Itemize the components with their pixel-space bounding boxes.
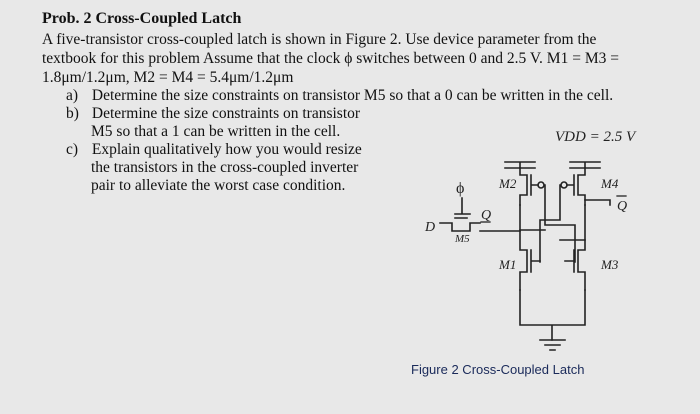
vdd-label xyxy=(555,129,637,145)
m3-label: M3 xyxy=(601,257,619,272)
part-a-label: a) xyxy=(66,87,79,104)
part-b-text: Determine the size constraints on transistor xyxy=(91,105,361,122)
m2-bubble xyxy=(538,182,544,188)
node-right xyxy=(560,205,585,240)
ground-symbol xyxy=(540,340,565,350)
m4-pmos xyxy=(567,168,585,205)
m1-nmos xyxy=(520,230,540,290)
phi-label: ϕ xyxy=(456,180,465,197)
m2-pmos xyxy=(520,168,538,205)
vdd-rail-left xyxy=(505,162,535,168)
qbar-label: Q xyxy=(617,199,628,214)
m4-label: M4 xyxy=(601,176,619,191)
q-label: Q xyxy=(481,208,492,223)
figure-caption: Figure 2 Cross-Coupled Latch xyxy=(411,362,585,377)
part-c-text: Explain qualitatively how you would resize xyxy=(91,141,362,158)
part-b-text-2: M5 so that a 1 can be written in the cell. xyxy=(91,123,341,140)
part-c-label: c) xyxy=(66,141,79,158)
part-a-text: Determine the size constraints on transistor M5 so that a 0 can be written in the cell. xyxy=(91,87,614,104)
node-left xyxy=(520,205,545,230)
part-c-text-3: pair to alleviate the worst case condition. xyxy=(91,177,346,194)
m4-bubble xyxy=(561,182,567,188)
problem-title: Prob. 2 Cross-Coupled Latch xyxy=(42,10,242,27)
d-label: D xyxy=(425,220,436,235)
intro-line: 1.8μm/1.2μm, M2 = M4 = 5.4μm/1.2μm xyxy=(42,69,294,86)
part-c-text-2: the transistors in the cross-coupled inverter xyxy=(91,159,359,176)
qbar-wire xyxy=(585,200,610,205)
m1-label: M1 xyxy=(499,257,517,272)
ground-bus xyxy=(520,290,585,340)
vdd-rail-right xyxy=(570,162,600,168)
part-b-label: b) xyxy=(66,105,79,122)
cross-wire-2 xyxy=(540,185,560,262)
phi-wire xyxy=(455,198,470,214)
vdd-text: VDD = 2.5 V xyxy=(555,129,636,145)
m5-label: M5 xyxy=(455,233,470,245)
m5-nmos xyxy=(440,218,480,231)
intro-line: textbook for this problem Assume that the clock ϕ switches between 0 and 2.5 V. M1 = M3 = xyxy=(42,50,619,67)
intro-line: A five-transistor cross-coupled latch is shown in Figure 2. Use device parameter from the xyxy=(42,31,597,48)
m2-label: M2 xyxy=(499,176,517,191)
